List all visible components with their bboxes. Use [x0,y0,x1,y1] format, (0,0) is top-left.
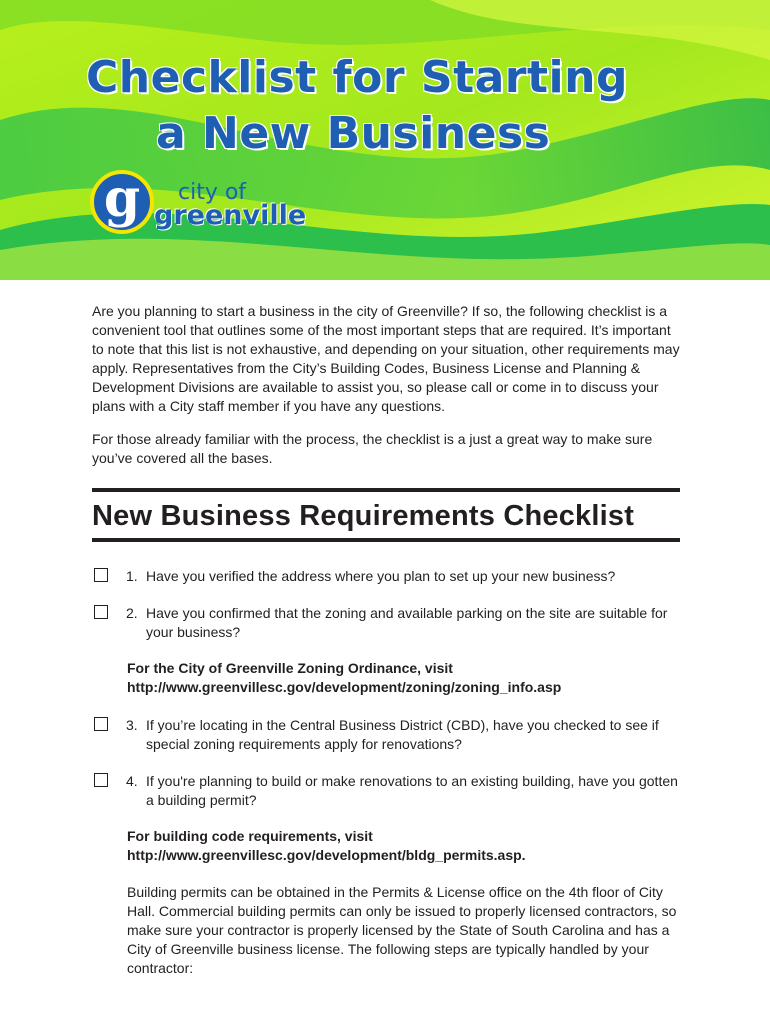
checklist-checkbox-1[interactable] [94,568,108,582]
intro-paragraph-2: For those already familiar with the process, the checklist is a just a great way to make sure you’ve covered all the bases. [92,431,653,466]
item-text: If you're planning to build or make renovations to an existing building, have you gotten a building permit? [146,773,678,808]
permit-note-label: For building code requirements, visit [127,828,373,844]
checklist-checkbox-2[interactable] [94,605,108,619]
logo-mark-icon [90,170,154,234]
header-banner [0,0,770,280]
title-line-1: Checklist for Starting [86,52,628,103]
item-number: 4. [126,773,138,789]
heading-rule-bottom [92,538,680,542]
item-text: Have you verified the address where you plan to set up your new business? [146,568,616,584]
checklist-checkbox-3[interactable] [94,717,108,731]
zoning-note [127,659,687,697]
item-number: 1. [126,568,138,584]
checklist-item-1 [92,567,682,587]
zoning-link[interactable]: http://www.greenvillesc.gov/development/zoning/zoning_info.asp [127,679,562,695]
item-text: If you’re locating in the Central Business District (CBD), have you checked to see if special zoning requirements apply for renovations? [146,717,659,752]
checklist-item-3 [92,716,682,756]
item-text: Have you confirmed that the zoning and available parking on the site are suitable for your business? [146,605,668,640]
city-logo [90,170,330,240]
heading-rule-top [92,488,680,492]
title-line-2: a New Business [156,108,551,159]
permit-paragraph: Building permits can be obtained in the Permits & License office on the 4th floor of City Hall. Commercial building permits can only be issued to properly licensed contractors, so make sure your contractor is properly licensed by the State of South Carolina and has a City of Greenville business license. The following steps are typically handled by your contractor: [127,884,677,976]
item-number: 3. [126,717,138,733]
page-title [86,50,628,162]
logo-name-text: greenville [154,200,307,231]
checklist-item-2 [92,604,682,644]
item-number: 2. [126,605,138,621]
zoning-note-label: For the City of Greenville Zoning Ordinance, visit [127,660,453,676]
permit-link[interactable]: http://www.greenvillesc.gov/development/bldg_permits.asp. [127,847,526,863]
checklist-item-4 [92,772,682,812]
checklist-checkbox-4[interactable] [94,773,108,787]
logo-city-text: city of [178,180,247,205]
permit-note [127,827,687,865]
logo-mark-letter: g [103,168,141,229]
checklist-heading: New Business Requirements Checklist [92,500,635,532]
intro-paragraph-1: Are you planning to start a business in the city of Greenville? If so, the following checklist is a convenient tool that outlines some of the most important steps that are required. It’s important to note that this list is not exhaustive, and depending on your situation, other requirements may apply. Representatives from the City’s Building Codes, Business License and Planning & Development Divisions are available to assist you, so please call or come in to discuss your plans with a City staff member if you have any questions. [92,303,680,414]
